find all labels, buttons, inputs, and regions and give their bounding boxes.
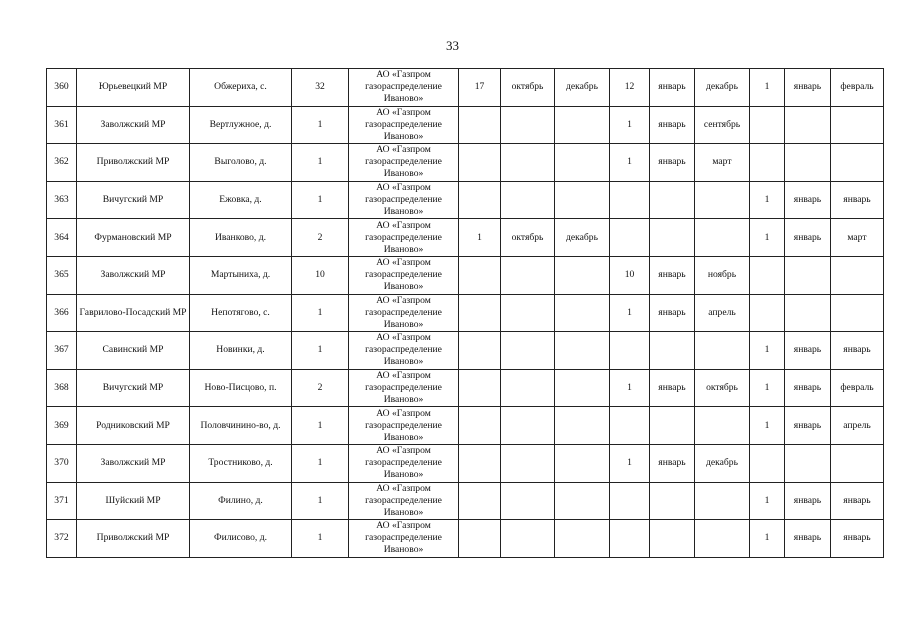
- row-number-cell: 364: [47, 219, 77, 257]
- table-row: [47, 482, 884, 520]
- start-c-cell: январь: [785, 407, 831, 445]
- table-body: [47, 69, 884, 558]
- start-c-cell: январь: [785, 482, 831, 520]
- end-c-cell: [831, 256, 884, 294]
- table-row: [47, 332, 884, 370]
- district-cell: Приволжский МР: [77, 144, 190, 182]
- count-b-cell: 1: [610, 294, 650, 332]
- end-b-cell: [695, 482, 750, 520]
- count-b-cell: 1: [610, 444, 650, 482]
- district-cell: Шуйский МР: [77, 482, 190, 520]
- end-c-cell: [831, 106, 884, 144]
- count-c-cell: 1: [750, 407, 785, 445]
- row-number-cell: 363: [47, 181, 77, 219]
- district-cell: Юрьевецкий МР: [77, 69, 190, 107]
- count-c-cell: [750, 444, 785, 482]
- count-a-cell: [459, 369, 501, 407]
- count-c-cell: 1: [750, 520, 785, 558]
- end-b-cell: октябрь: [695, 369, 750, 407]
- count-c-cell: [750, 106, 785, 144]
- district-cell: Заволжский МР: [77, 444, 190, 482]
- row-number-cell: 361: [47, 106, 77, 144]
- total-count-cell: 1: [292, 294, 349, 332]
- organization-cell: АО «Газпром газораспределение Иваново»: [349, 144, 459, 182]
- count-b-cell: 1: [610, 106, 650, 144]
- start-b-cell: январь: [650, 106, 695, 144]
- settlement-cell: Новинки, д.: [190, 332, 292, 370]
- count-c-cell: 1: [750, 332, 785, 370]
- count-b-cell: [610, 520, 650, 558]
- start-c-cell: [785, 256, 831, 294]
- start-a-cell: [501, 444, 555, 482]
- row-number-cell: 360: [47, 69, 77, 107]
- start-b-cell: [650, 520, 695, 558]
- district-cell: Фурмановский МР: [77, 219, 190, 257]
- district-cell: Заволжский МР: [77, 106, 190, 144]
- end-b-cell: апрель: [695, 294, 750, 332]
- count-b-cell: 1: [610, 144, 650, 182]
- table-row: [47, 520, 884, 558]
- total-count-cell: 1: [292, 444, 349, 482]
- end-b-cell: март: [695, 144, 750, 182]
- table-row: [47, 106, 884, 144]
- count-b-cell: [610, 219, 650, 257]
- count-c-cell: 1: [750, 69, 785, 107]
- count-b-cell: 10: [610, 256, 650, 294]
- start-a-cell: [501, 181, 555, 219]
- count-c-cell: [750, 256, 785, 294]
- start-b-cell: [650, 482, 695, 520]
- end-a-cell: декабрь: [555, 69, 610, 107]
- district-cell: Вичугский МР: [77, 181, 190, 219]
- organization-cell: АО «Газпром газораспределение Иваново»: [349, 444, 459, 482]
- end-a-cell: [555, 407, 610, 445]
- end-c-cell: [831, 144, 884, 182]
- row-number-cell: 369: [47, 407, 77, 445]
- settlement-cell: Иванково, д.: [190, 219, 292, 257]
- count-a-cell: [459, 520, 501, 558]
- page-number: 33: [446, 38, 459, 53]
- start-b-cell: январь: [650, 369, 695, 407]
- start-a-cell: октябрь: [501, 69, 555, 107]
- count-a-cell: 1: [459, 219, 501, 257]
- end-a-cell: [555, 520, 610, 558]
- district-cell: Родниковский МР: [77, 407, 190, 445]
- row-number-cell: 368: [47, 369, 77, 407]
- table-row: [47, 407, 884, 445]
- settlement-cell: Мартыниха, д.: [190, 256, 292, 294]
- total-count-cell: 32: [292, 69, 349, 107]
- start-c-cell: январь: [785, 332, 831, 370]
- total-count-cell: 2: [292, 219, 349, 257]
- start-a-cell: [501, 520, 555, 558]
- count-b-cell: 12: [610, 69, 650, 107]
- organization-cell: АО «Газпром газораспределение Иваново»: [349, 219, 459, 257]
- end-b-cell: [695, 407, 750, 445]
- start-a-cell: [501, 106, 555, 144]
- count-a-cell: [459, 144, 501, 182]
- row-number-cell: 365: [47, 256, 77, 294]
- end-c-cell: январь: [831, 181, 884, 219]
- start-b-cell: [650, 332, 695, 370]
- row-number-cell: 371: [47, 482, 77, 520]
- table-row: [47, 69, 884, 107]
- count-a-cell: [459, 256, 501, 294]
- end-a-cell: [555, 181, 610, 219]
- end-b-cell: [695, 520, 750, 558]
- district-cell: Приволжский МР: [77, 520, 190, 558]
- end-a-cell: [555, 294, 610, 332]
- end-b-cell: декабрь: [695, 69, 750, 107]
- count-b-cell: [610, 332, 650, 370]
- end-c-cell: февраль: [831, 369, 884, 407]
- start-a-cell: [501, 294, 555, 332]
- total-count-cell: 1: [292, 482, 349, 520]
- end-a-cell: [555, 332, 610, 370]
- district-cell: Заволжский МР: [77, 256, 190, 294]
- settlement-cell: Филисово, д.: [190, 520, 292, 558]
- total-count-cell: 1: [292, 520, 349, 558]
- start-b-cell: январь: [650, 444, 695, 482]
- count-c-cell: 1: [750, 181, 785, 219]
- settlement-cell: Филино, д.: [190, 482, 292, 520]
- organization-cell: АО «Газпром газораспределение Иваново»: [349, 520, 459, 558]
- count-b-cell: 1: [610, 369, 650, 407]
- end-a-cell: [555, 444, 610, 482]
- end-a-cell: [555, 369, 610, 407]
- organization-cell: АО «Газпром газораспределение Иваново»: [349, 181, 459, 219]
- end-c-cell: январь: [831, 482, 884, 520]
- start-a-cell: [501, 407, 555, 445]
- end-b-cell: [695, 181, 750, 219]
- start-b-cell: январь: [650, 256, 695, 294]
- count-b-cell: [610, 407, 650, 445]
- start-c-cell: [785, 294, 831, 332]
- organization-cell: АО «Газпром газораспределение Иваново»: [349, 256, 459, 294]
- table-row: [47, 256, 884, 294]
- row-number-cell: 362: [47, 144, 77, 182]
- count-a-cell: [459, 444, 501, 482]
- end-c-cell: [831, 294, 884, 332]
- start-b-cell: январь: [650, 69, 695, 107]
- settlement-cell: Ежовка, д.: [190, 181, 292, 219]
- count-c-cell: [750, 144, 785, 182]
- end-a-cell: [555, 144, 610, 182]
- settlement-cell: Тростниково, д.: [190, 444, 292, 482]
- total-count-cell: 1: [292, 332, 349, 370]
- count-a-cell: [459, 482, 501, 520]
- total-count-cell: 2: [292, 369, 349, 407]
- row-number-cell: 370: [47, 444, 77, 482]
- count-a-cell: 17: [459, 69, 501, 107]
- organization-cell: АО «Газпром газораспределение Иваново»: [349, 482, 459, 520]
- table-row: [47, 369, 884, 407]
- start-b-cell: [650, 181, 695, 219]
- total-count-cell: 1: [292, 181, 349, 219]
- count-a-cell: [459, 294, 501, 332]
- end-c-cell: март: [831, 219, 884, 257]
- count-b-cell: [610, 482, 650, 520]
- start-c-cell: [785, 444, 831, 482]
- settlement-cell: Ново-Писцово, п.: [190, 369, 292, 407]
- start-a-cell: октябрь: [501, 219, 555, 257]
- count-b-cell: [610, 181, 650, 219]
- start-a-cell: [501, 332, 555, 370]
- count-a-cell: [459, 106, 501, 144]
- start-b-cell: [650, 407, 695, 445]
- count-a-cell: [459, 181, 501, 219]
- district-cell: Гаврилово-Посадский МР: [77, 294, 190, 332]
- end-c-cell: февраль: [831, 69, 884, 107]
- row-number-cell: 367: [47, 332, 77, 370]
- start-a-cell: [501, 256, 555, 294]
- start-b-cell: [650, 219, 695, 257]
- table-row: [47, 181, 884, 219]
- total-count-cell: 1: [292, 106, 349, 144]
- start-c-cell: январь: [785, 181, 831, 219]
- end-c-cell: январь: [831, 332, 884, 370]
- row-number-cell: 366: [47, 294, 77, 332]
- total-count-cell: 1: [292, 144, 349, 182]
- end-b-cell: [695, 219, 750, 257]
- count-a-cell: [459, 407, 501, 445]
- total-count-cell: 1: [292, 407, 349, 445]
- table-row: [47, 294, 884, 332]
- end-a-cell: [555, 482, 610, 520]
- count-c-cell: 1: [750, 369, 785, 407]
- count-c-cell: 1: [750, 219, 785, 257]
- organization-cell: АО «Газпром газораспределение Иваново»: [349, 407, 459, 445]
- organization-cell: АО «Газпром газораспределение Иваново»: [349, 332, 459, 370]
- count-c-cell: [750, 294, 785, 332]
- settlement-cell: Вертлужное, д.: [190, 106, 292, 144]
- row-number-cell: 372: [47, 520, 77, 558]
- end-b-cell: ноябрь: [695, 256, 750, 294]
- settlement-cell: Обжериха, с.: [190, 69, 292, 107]
- end-c-cell: январь: [831, 520, 884, 558]
- end-b-cell: декабрь: [695, 444, 750, 482]
- end-c-cell: [831, 444, 884, 482]
- count-a-cell: [459, 332, 501, 370]
- start-a-cell: [501, 369, 555, 407]
- district-cell: Вичугский МР: [77, 369, 190, 407]
- table-row: [47, 144, 884, 182]
- start-a-cell: [501, 482, 555, 520]
- district-cell: Савинский МР: [77, 332, 190, 370]
- end-a-cell: [555, 256, 610, 294]
- settlement-cell: Непотягово, с.: [190, 294, 292, 332]
- start-c-cell: [785, 144, 831, 182]
- total-count-cell: 10: [292, 256, 349, 294]
- organization-cell: АО «Газпром газораспределение Иваново»: [349, 294, 459, 332]
- settlement-cell: Выголово, д.: [190, 144, 292, 182]
- settlement-cell: Половчинино-во, д.: [190, 407, 292, 445]
- organization-cell: АО «Газпром газораспределение Иваново»: [349, 69, 459, 107]
- start-a-cell: [501, 144, 555, 182]
- end-a-cell: декабрь: [555, 219, 610, 257]
- end-b-cell: [695, 332, 750, 370]
- end-b-cell: сентябрь: [695, 106, 750, 144]
- start-b-cell: январь: [650, 294, 695, 332]
- start-c-cell: январь: [785, 520, 831, 558]
- start-c-cell: январь: [785, 219, 831, 257]
- start-b-cell: январь: [650, 144, 695, 182]
- start-c-cell: [785, 106, 831, 144]
- start-c-cell: январь: [785, 69, 831, 107]
- organization-cell: АО «Газпром газораспределение Иваново»: [349, 106, 459, 144]
- schedule-table: [46, 68, 884, 558]
- organization-cell: АО «Газпром газораспределение Иваново»: [349, 369, 459, 407]
- end-a-cell: [555, 106, 610, 144]
- end-c-cell: апрель: [831, 407, 884, 445]
- table-row: [47, 444, 884, 482]
- count-c-cell: 1: [750, 482, 785, 520]
- table-row: [47, 219, 884, 257]
- start-c-cell: январь: [785, 369, 831, 407]
